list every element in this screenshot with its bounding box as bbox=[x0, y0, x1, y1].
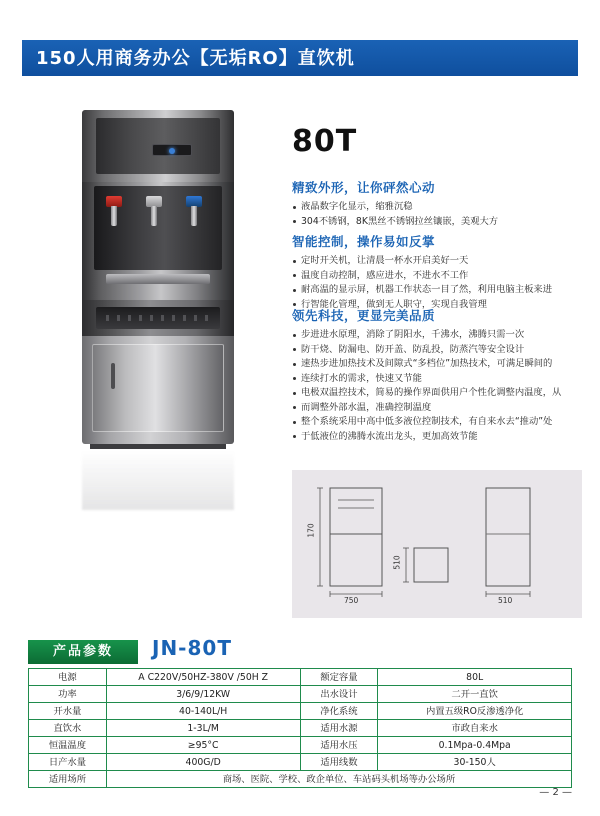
feature-item: 液晶数字化显示，缩雅沉稳 bbox=[292, 200, 582, 214]
spec-value: 3/6/9/12KW bbox=[106, 686, 300, 703]
feature-item: 而调整外部水温，准确控制温度 bbox=[292, 401, 582, 415]
page-number: — 2 — bbox=[539, 787, 572, 798]
spec-value: 400G/D bbox=[106, 754, 300, 771]
spec-label: 适用水压 bbox=[300, 737, 378, 754]
spec-value: 80L bbox=[378, 669, 572, 686]
feature-block-appearance bbox=[292, 178, 582, 229]
table-row bbox=[29, 669, 572, 686]
hot-water-tap-icon bbox=[106, 196, 122, 226]
table-row bbox=[29, 737, 572, 754]
feature-list bbox=[292, 254, 582, 311]
spec-table-title: 产品参数 bbox=[28, 640, 138, 664]
feature-heading: 智能控制，操作易如反掌 bbox=[292, 234, 436, 249]
spec-value: 1-3L/M bbox=[106, 720, 300, 737]
feature-item: 速热步进加热技术及间隙式“多档位”加热技术，可满足瞬间的 bbox=[292, 357, 582, 371]
feature-item: 步进进水原理，消除了阴阳水，千沸水，沸腾只需一次 bbox=[292, 328, 582, 342]
page-title: 150人用商务办公【无垢RO】直饮机 bbox=[36, 48, 355, 69]
table-row-footer bbox=[29, 771, 572, 788]
feature-item: 温度自动控制，感应进水，不进水不工作 bbox=[292, 269, 582, 283]
dimension-side-width-label: 510 bbox=[498, 596, 513, 605]
feature-item: 防干烧、防漏电、防开盖、防乱投，防蒸汽等安全设计 bbox=[292, 343, 582, 357]
product-photo bbox=[60, 100, 270, 520]
cabinet-top-face bbox=[96, 118, 220, 174]
dimension-mid-label: 510 bbox=[392, 555, 402, 570]
brand-badge-icon bbox=[152, 144, 192, 156]
feature-list bbox=[292, 328, 582, 443]
photo-reflection bbox=[82, 450, 234, 510]
feature-item: 定时开关机，让清晨一杯水开启美好一天 bbox=[292, 254, 582, 268]
spec-value: ≥95°C bbox=[106, 737, 300, 754]
cabinet-base bbox=[90, 444, 226, 449]
feature-item: 整个系统采用中高中低多液位控制技术，有自来水去“推动”处 bbox=[292, 415, 582, 429]
spec-label: 电源 bbox=[29, 669, 107, 686]
dispense-section bbox=[82, 182, 234, 300]
table-row bbox=[29, 720, 572, 737]
spec-value: A C220V/50HZ-380V /50H Z bbox=[106, 669, 300, 686]
spec-value: 0.1Mpa-0.4Mpa bbox=[378, 737, 572, 754]
cabinet-door bbox=[92, 344, 224, 432]
table-row bbox=[29, 703, 572, 720]
spec-value: 市政自来水 bbox=[378, 720, 572, 737]
spec-value: 40-140L/H bbox=[106, 703, 300, 720]
spec-label: 恒温温度 bbox=[29, 737, 107, 754]
spec-label: 净化系统 bbox=[300, 703, 378, 720]
spec-table-model: JN-80T bbox=[152, 636, 232, 660]
dimension-width-label: 750 bbox=[344, 596, 359, 605]
feature-item: 电极双温控技术，简易的操作界面供用户个性化调整内温度，从 bbox=[292, 386, 582, 400]
spec-label: 适用水源 bbox=[300, 720, 378, 737]
feature-heading: 精致外形，让你砰然心动 bbox=[292, 180, 436, 195]
spec-label: 额定容量 bbox=[300, 669, 378, 686]
feature-block-technology bbox=[292, 306, 582, 444]
spec-label: 功率 bbox=[29, 686, 107, 703]
spec-value: 商场、医院、学校、政企单位、车站码头机场等办公场所 bbox=[106, 771, 571, 788]
spec-label: 适用线数 bbox=[300, 754, 378, 771]
feature-heading: 领先科技，更显完美品质 bbox=[292, 308, 436, 323]
feature-item: 耐高温的显示屏，机器工作状态一目了然，利用电脑主板来进 bbox=[292, 283, 582, 297]
spec-table bbox=[28, 668, 572, 788]
spec-label: 直饮水 bbox=[29, 720, 107, 737]
spec-value: 30-150人 bbox=[378, 754, 572, 771]
model-name: 80T bbox=[292, 124, 358, 159]
spec-label: 开水量 bbox=[29, 703, 107, 720]
table-row bbox=[29, 686, 572, 703]
cabinet-bottom bbox=[82, 336, 234, 444]
dimension-height-label: 170 bbox=[306, 523, 316, 538]
feature-item: 行智能化管理，做到无人职守，实现自我管理 bbox=[292, 298, 582, 312]
spec-value: 二开一直饮 bbox=[378, 686, 572, 703]
cabinet-top bbox=[82, 110, 234, 182]
dimension-drawing-panel bbox=[292, 470, 582, 618]
ambient-water-tap-icon bbox=[146, 196, 162, 226]
control-panel bbox=[82, 300, 234, 336]
spec-label: 出水设计 bbox=[300, 686, 378, 703]
table-row bbox=[29, 754, 572, 771]
water-dispenser-illustration bbox=[82, 110, 234, 450]
feature-block-control bbox=[292, 232, 582, 312]
cold-water-tap-icon bbox=[186, 196, 202, 226]
dimension-drawing-svg bbox=[292, 470, 582, 618]
spec-value: 内置五级RO反渗透净化 bbox=[378, 703, 572, 720]
door-handle-icon bbox=[111, 363, 115, 389]
spec-label: 日产水量 bbox=[29, 754, 107, 771]
spec-label: 适用场所 bbox=[29, 771, 107, 788]
drip-tray bbox=[106, 274, 210, 284]
feature-item: 于低液位的沸腾水流出龙头，更加高效节能 bbox=[292, 430, 582, 444]
control-panel-display bbox=[96, 307, 220, 329]
feature-item: 连续打水的需求，快速又节能 bbox=[292, 372, 582, 386]
feature-item: 304不锈钢，8K黑丝不锈钢拉丝镶嵌，美观大方 bbox=[292, 215, 582, 229]
feature-list bbox=[292, 200, 582, 228]
